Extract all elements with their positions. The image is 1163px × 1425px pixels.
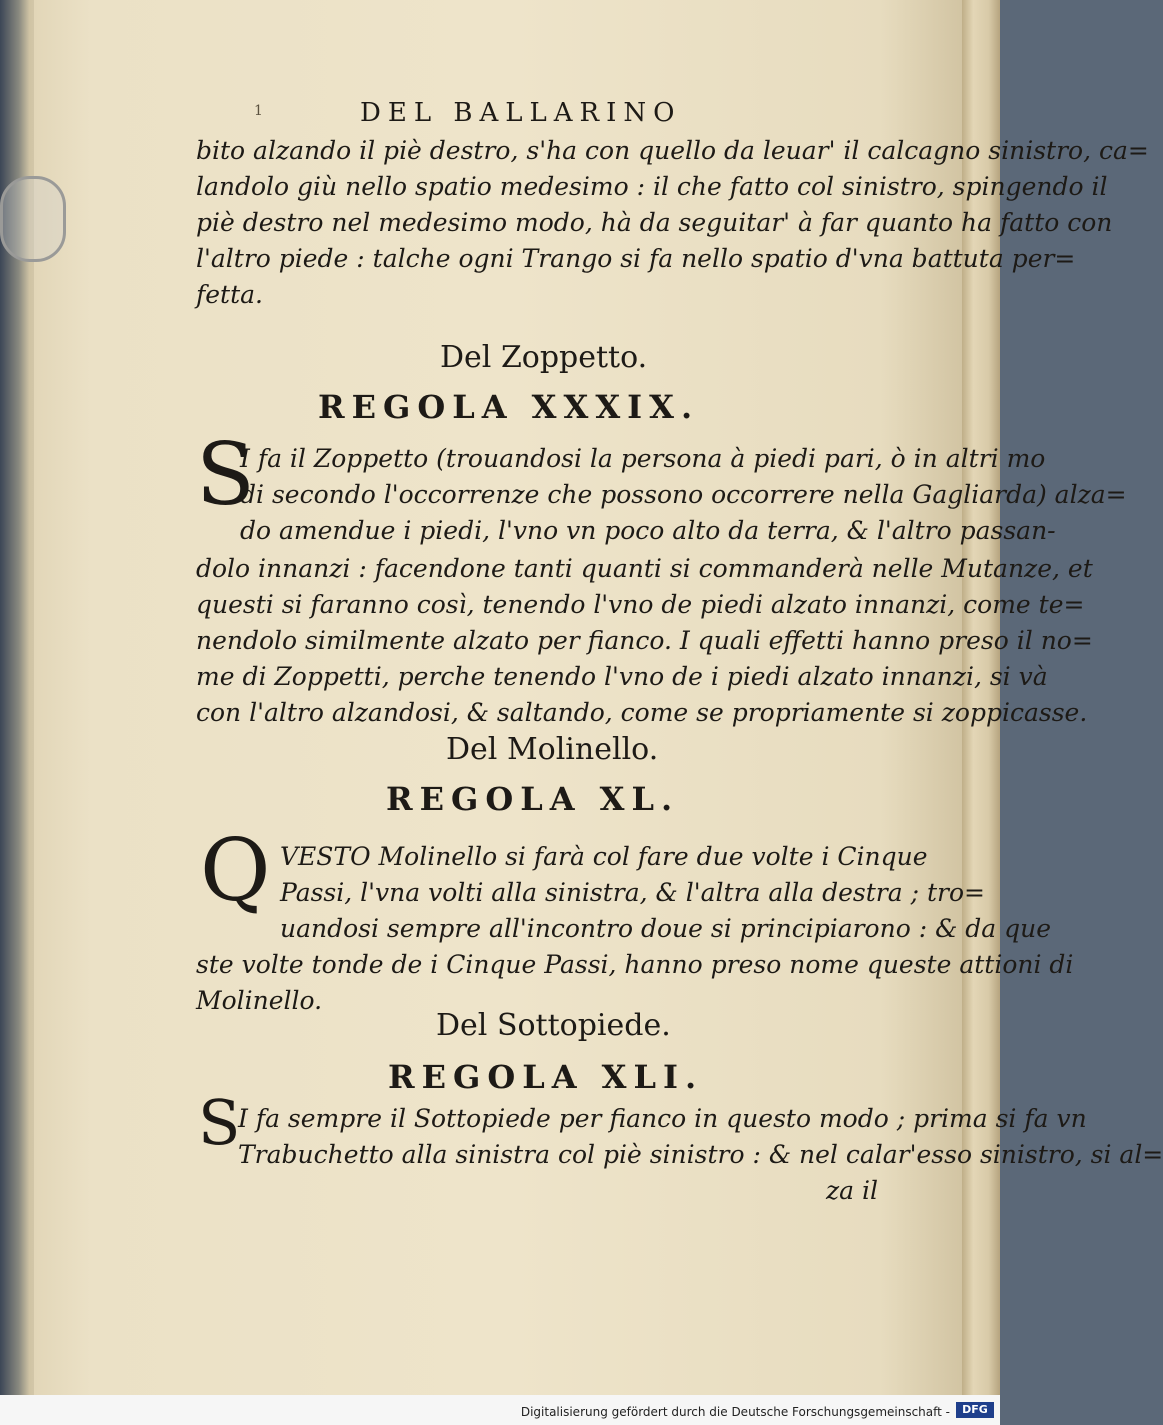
body-line: Trabuchetto alla sinistra col piè sinistro : & nel calar'esso sinistro, si al=: [238, 1140, 1163, 1169]
body-line: I fa sempre il Sottopiede per fianco in questo modo ; prima si fa vn: [238, 1104, 1087, 1133]
body-line: bito alzando il piè destro, s'ha con quello da leuar' il calcagno sinistro, ca=: [196, 136, 1149, 165]
body-line: questi si faranno così, tenendo l'vno de piedi alzato innanzi, come te=: [196, 590, 1085, 619]
catchword: za il: [826, 1176, 879, 1205]
funding-note: Digitalisierung gefördert durch die Deutsche Forschungsgemeinschaft -: [520, 1405, 950, 1419]
regola-heading: REGOLA XL.: [386, 780, 680, 818]
running-head: DEL BALLARINO: [360, 98, 682, 128]
body-line: do amendue i piedi, l'vno vn poco alto da terra, & l'altro passan-: [240, 516, 1056, 545]
body-line: l'altro piede : talche ogni Trango si fa nello spatio d'vna battuta per=: [196, 244, 1076, 273]
section-title: Del Sottopiede.: [436, 1008, 671, 1043]
body-line: VESTO Molinello si farà col fare due volte i Cinque: [280, 842, 928, 871]
body-line: uandosi sempre all'incontro doue si principiarono : & da que: [280, 914, 1052, 943]
section-title: Del Zoppetto.: [440, 340, 648, 375]
body-line: con l'altro alzandosi, & saltando, come se propriamente si zoppicasse.: [196, 698, 1088, 727]
section-title: Del Molinello.: [446, 732, 659, 767]
page-marker: 1: [254, 103, 263, 119]
drop-capital: S: [196, 425, 255, 525]
body-line: I fa il Zoppetto (trouandosi la persona à piedi pari, ò in altri mo: [240, 444, 1046, 473]
page-clip: [0, 176, 66, 262]
body-line: di secondo l'occorrenze che possono occorrere nella Gagliarda) alza=: [240, 480, 1127, 509]
body-line: fetta.: [196, 280, 263, 309]
drop-capital: Q: [200, 821, 271, 921]
body-line: landolo giù nello spatio medesimo : il che fatto col sinistro, spingendo il: [196, 172, 1108, 201]
drop-capital: S: [198, 1086, 241, 1159]
body-line: me di Zoppetti, perche tenendo l'vno de i piedi alzato innanzi, si và: [196, 662, 1048, 691]
body-line: piè destro nel medesimo modo, hà da seguitar' à far quanto ha fatto con: [196, 208, 1113, 237]
body-line: Molinello.: [196, 986, 323, 1015]
regola-heading: REGOLA XLI.: [388, 1058, 704, 1096]
body-line: ste volte tonde de i Cinque Passi, hanno preso nome queste attioni di: [196, 950, 1074, 979]
body-line: dolo innanzi : facendone tanti quanti si commanderà nelle Mutanze, et: [196, 554, 1093, 583]
body-line: nendolo similmente alzato per fianco. I quali effetti hanno preso il no=: [196, 626, 1093, 655]
dfg-logo: DFG: [956, 1402, 994, 1418]
body-line: Passi, l'vna volti alla sinistra, & l'altra alla destra ; tro=: [280, 878, 985, 907]
regola-heading: REGOLA XXXIX.: [318, 388, 700, 426]
